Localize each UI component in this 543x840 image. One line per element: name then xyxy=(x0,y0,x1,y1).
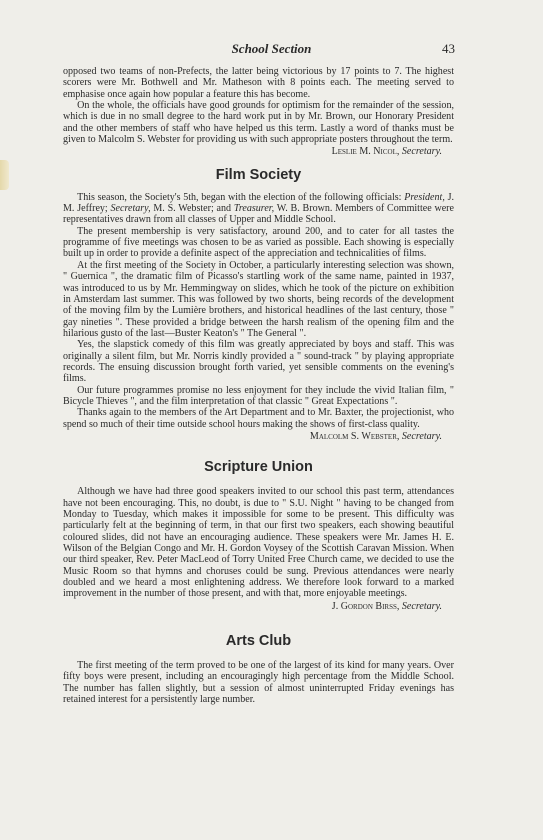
film-society-section xyxy=(63,166,454,443)
signature xyxy=(63,146,454,157)
arts-club-section xyxy=(63,632,454,705)
officer-name: M. S. Webster; and xyxy=(153,203,232,215)
paragraph-text: W. B. Brown. Members of Committee were representatives drawn from all classes of Upper and Middle School. xyxy=(63,203,454,226)
officer-title: Treasurer, xyxy=(233,203,275,215)
section-heading: Scripture Union xyxy=(204,459,313,476)
paragraph xyxy=(63,192,454,226)
paragraph: At the first meeting of the Society in October, a particularly interesting selection was shown, " Guernica ", the dramatic film of Picasso's startling work of the same name, painted in 1937, was introduced to us by Mr. Hemmingway on slides, which he took of the picture on exhibition in Amsterdam last summer. This was followed by two shorts, being records of the development of the moving film by the Lumière brothers, and historical headlines of the last century, those " gay nineties ". These provided a bridge between the harsh realism of the opening film and the hilarious gusto of the last—Buster Keaton's " The General ". xyxy=(63,259,454,339)
officer-title: Secretary, xyxy=(110,203,151,215)
signature-name: Malcolm S. Webster, xyxy=(309,430,400,442)
signature xyxy=(63,601,454,612)
signature-role: Secretary. xyxy=(401,146,442,158)
paragraph: Our future programmes promise no less enjoyment for they include the vivid Italian film, " Bicycle Thieves ", and the film interpretation of that classic " Great Expectations ". xyxy=(63,384,454,407)
prefects-section-continued xyxy=(63,66,454,158)
paragraph: The first meeting of the term proved to be one of the largest of its kind for many years. Over fifty boys were present, including an encouragingly high percentage from the Middle School. The number has fallen slightly, but a session of almost uninterrupted Friday evenings has retained interest for a persistently large number. xyxy=(63,660,454,706)
signature-name: J. Gordon Birss, xyxy=(331,600,400,612)
section-heading: Arts Club xyxy=(225,633,292,650)
running-head xyxy=(0,40,543,60)
paper-edge-mark xyxy=(0,160,9,190)
running-title: School Section xyxy=(231,41,312,56)
signature-role: Secretary. xyxy=(401,430,442,442)
paragraph: The present membership is very satisfactory, around 200, and to cater for all tastes the programme of five meetings was chosen to be as varied as possible. Each showing is especially built up in order to provide a definite aspect of the appreciation and technicalities of films. xyxy=(63,225,454,260)
signature-name: Leslie M. Nicol, xyxy=(331,146,400,158)
signature xyxy=(63,431,454,442)
officer-name: J. M. Jeffrey; xyxy=(63,191,454,215)
paragraph-text: This season, the Society's 5th, began with the election of the following officials: xyxy=(77,191,402,203)
scripture-union-section xyxy=(63,458,454,612)
paragraph: Although we have had three good speakers invited to our school this past term, attendances have not been encouraging. This, no doubt, is due to " S.U. Night " having to be changed from Monday to Tuesday, which makes it impossible for some to be present. This difficulty was particularly felt at the beginning of term, in that our first two speakers, each showing beautiful coloured slides, did not have an encouraging audience. These speakers were Mr. James H. E. Wilson of the Belgian Congo and Mr. H. Gordon Voysey of the Scottish Caravan Mission. When our third speaker, Rev. Peter MacLeod of Torry United Free Church came, we decided to use the Music Room so that hymns and choruses could be sung. Previous attendances were nearly doubled and we heard a most enlightening address. We therefore look forward to a marked improvement in the number of those present, and with that, more enjoyable meetings. xyxy=(63,486,454,600)
paragraph: Yes, the slapstick comedy of this film was greatly appreciated by boys and staff. This was originally a silent film, but Mr. Norris kindly provided a " sound-track " by playing appropriate records. The ensuing discussion brought forth varied, yet sensible comments on the evening's films. xyxy=(63,339,454,385)
paragraph: Thanks again to the members of the Art Department and to Mr. Baxter, the projectionist, who spend so much of their time outside school hours making the shows of first-class quality. xyxy=(63,407,454,430)
page-content xyxy=(63,66,454,705)
officer-title: President, xyxy=(404,191,445,203)
paragraph: opposed two teams of non-Prefects, the latter being victorious by 17 points to 7. The highest scorers were Mr. Bothwell and Mr. Matheson with 8 points each. The meeting served to emphasise once again how popular a feature this has become. xyxy=(63,66,454,100)
section-heading: Film Society xyxy=(215,166,302,183)
paragraph: On the whole, the officials have good grounds for optimism for the remainder of the session, which is due in no small degree to the hard work put in by Mr. Brown, our Honorary President and the other members of staff who have helped us this term. Lastly a word of thanks must be given to Malcolm S. Webster for providing us with such appropriate posters throughout the term. xyxy=(63,100,454,146)
signature-role: Secretary. xyxy=(401,600,442,612)
page-number: 43 xyxy=(442,41,455,56)
